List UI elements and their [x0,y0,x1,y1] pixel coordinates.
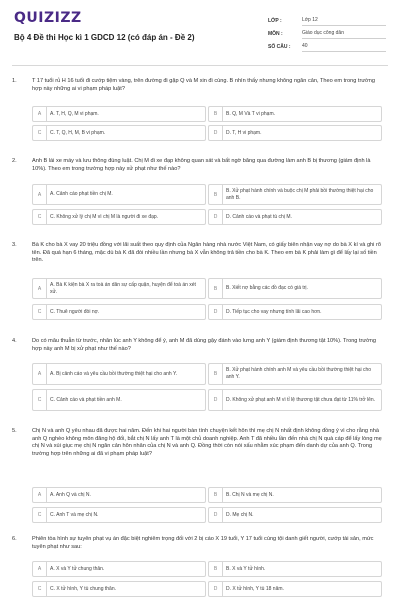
option-letter: C [33,126,47,140]
option-letter: B [209,279,223,298]
option-text: C. Không xử lý chị M vì chị M là người đi xe đạp. [50,213,159,220]
meta-label: SỐ CÂU : [268,43,291,50]
option-letter: A [33,488,47,502]
meta-value: Lớp 12 [302,16,386,26]
option-d[interactable] [208,304,382,320]
question-number: 4. [12,338,17,344]
option-b[interactable] [208,184,382,205]
option-letter: A [33,185,47,204]
option-c[interactable] [32,507,206,523]
question-number: 1. [12,78,17,84]
question-text: Anh B lái xe máy và lưu thông đúng luật. Chị M đi xe đạp không quan sát và bất ngờ băng qua đường làm anh B bị thương (giám định là 10%). Theo em trong trường hợp này xử phạt như thế nào? [32,158,371,172]
option-text: C. Anh T và mẹ chị N. [50,511,99,518]
option-letter: A [33,107,47,121]
option-text: D. X tử hình, Y tù 18 năm. [226,585,284,592]
option-text: B. Xiết nợ bằng các đồ đạc có giá trị. [226,285,308,292]
option-text: C. Thuê người đòi nợ. [50,308,100,315]
option-text: A. Bà K kiện bà X ra toà án dân sự cấp quận, huyện để toà án xét xử. [50,281,196,295]
option-letter: B [209,185,223,204]
option-d[interactable] [208,507,382,523]
question-number: 5. [12,428,17,434]
option-letter: D [209,126,223,140]
option-text: A. X và Y tử chung thân. [50,565,105,572]
option-letter: D [209,305,223,319]
option-a[interactable] [32,363,206,385]
option-a[interactable] [32,561,206,577]
option-a[interactable] [32,184,206,205]
option-letter: A [33,364,47,384]
question-text: Chị N và anh Q yêu nhau đã được hai năm. Đến khi hai người bàn tính chuyện kết hôn thì mẹ chị N nhất định không đồng ý vì cho rằng nhà anh Q nghèo không môn đăng hộ đối, bắt chị N lấy anh T là một chủ doanh nghiệp. Anh T đã nhiều lần đến nhà chị N quà cáp để lấy lòng mẹ chị N và xúi giục mẹ chị N ngăn cản hôn nhân của chị N và anh Q. Đồng thời còn nói xấu nhằm xúc phạm đến danh dự của anh Q. Trong trường hợp trên những ai đã vi phạm pháp luật? [32,428,382,457]
option-b[interactable] [208,363,382,385]
header-divider [12,65,388,66]
option-c[interactable] [32,125,206,141]
question-text: Phiên tòa hình sự tuyên phạt vụ án đặc biệt nghiêm trọng đối với 2 bị cáo X 19 tuổi, Y 17 tuổi cùng tội danh giết người, cướp tài sản, mức tuyên phạt như sau: [32,536,374,550]
option-c[interactable] [32,581,206,597]
document-title: Bộ 4 Đề thi Học kì 1 GDCD 12 (có đáp án - Đề 2) [14,33,195,42]
option-letter: D [209,390,223,410]
option-text: B. Xử phạt hành chính và buộc chị M phải bồi thường thiệt hại cho anh B. [226,187,374,201]
question-number: 3. [12,242,17,248]
option-a[interactable] [32,106,206,122]
option-text: A. Bị cảnh cáo và yêu cầu bồi thường thiệt hại cho anh Y. [50,370,178,377]
question-text: Bà K cho bà X vay 20 triệu đồng với lãi suất theo quy định của Ngân hàng nhà nước Việt Nam, có giấy biên nhận vay nợ do bà X kí và ghi rõ tên. Đã quá hạn 6 tháng, mặc dù bà K đã đòi nhiều lần nhưng bà X vẫn không trả tiền cho bà K. Theo em bà K phải làm gì để lấy lại số tiền trên. [32,242,381,264]
meta-label: MÔN : [268,30,283,37]
option-text: C. X tử hình, Y tù chung thân. [50,585,116,592]
option-text: C. Cảnh cáo và phạt tiền anh M. [50,396,122,403]
option-text: B. Chị N và mẹ chị N. [226,491,274,498]
option-c[interactable] [32,304,206,320]
option-text: B. Xử phạt hành chính anh M và yêu cầu bồi thường thiệt hại cho anh Y. [226,367,372,380]
option-text: C. T, Q, H, M, B vi phạm. [50,129,106,136]
option-letter: D [209,210,223,224]
option-b[interactable] [208,487,382,503]
question-number: 2. [12,158,17,164]
option-text: D. Cảnh cáo và phạt tù chị M. [226,213,292,220]
option-b[interactable] [208,278,382,299]
question-number: 6. [12,536,17,542]
option-c[interactable] [32,389,206,411]
option-a[interactable] [32,487,206,503]
option-a[interactable] [32,278,206,299]
option-letter: C [33,210,47,224]
meta-value: 40 [302,42,386,52]
meta-label: LỚP : [268,17,282,24]
option-letter: B [209,488,223,502]
meta-row-subject [268,27,386,40]
option-letter: C [33,508,47,522]
option-d[interactable] [208,581,382,597]
option-letter: C [33,390,47,410]
option-letter: C [33,305,47,319]
option-c[interactable] [32,209,206,225]
option-d[interactable] [208,209,382,225]
option-text: D. Mẹ chị N. [226,511,254,518]
option-letter: A [33,562,47,576]
meta-info [268,14,386,53]
option-text: A. Cảnh cáo phạt tiền chị M. [50,191,113,198]
option-text: B. Q, M Và T vi phạm. [226,110,275,117]
option-text: A. T, H, Q, M vi phạm. [50,110,99,117]
option-d[interactable] [208,389,382,411]
option-letter: D [209,582,223,596]
option-b[interactable] [208,561,382,577]
option-letter: D [209,508,223,522]
option-text: A. Anh Q và chị N. [50,491,91,498]
option-letter: B [209,107,223,121]
option-text: B. X và Y tử hình. [226,565,266,572]
option-letter: B [209,364,223,384]
page-header [0,0,400,62]
question-text: Do có mâu thuẫn từ trước, nhân lúc anh Y không để ý, anh M đã dùng gậy đánh vào lưng anh Y (giám định thương tật 10%). Trong trường hợp này anh M bị xử phạt như thế nào? [32,338,377,352]
meta-row-class [268,14,386,27]
meta-row-count [268,40,386,53]
meta-value: Giáo dục công dân [302,29,386,39]
option-letter: A [33,279,47,298]
option-b[interactable] [208,106,382,122]
option-text: D. T, H vi phạm. [226,129,262,136]
option-letter: B [209,562,223,576]
question-text: T 17 tuổi rủ H 16 tuổi đi cướp tiệm vàng, trên đường đi gặp Q và M xin đi cùng. B nhìn thấy nhưng không ngăn cản, Theo em trong trường hợp này những ai vi phạm pháp luật? [32,78,375,92]
option-letter: C [33,582,47,596]
option-text: D. Không xử phạt anh M vì tỉ lệ thương tật chưa đạt từ 11% trở lên. [226,396,376,403]
option-d[interactable] [208,125,382,141]
quizizz-logo: QUIZIZZ [14,10,82,26]
option-text: D. Tiếp tục cho vay nhưng tính lãi cao hơn. [226,308,322,315]
